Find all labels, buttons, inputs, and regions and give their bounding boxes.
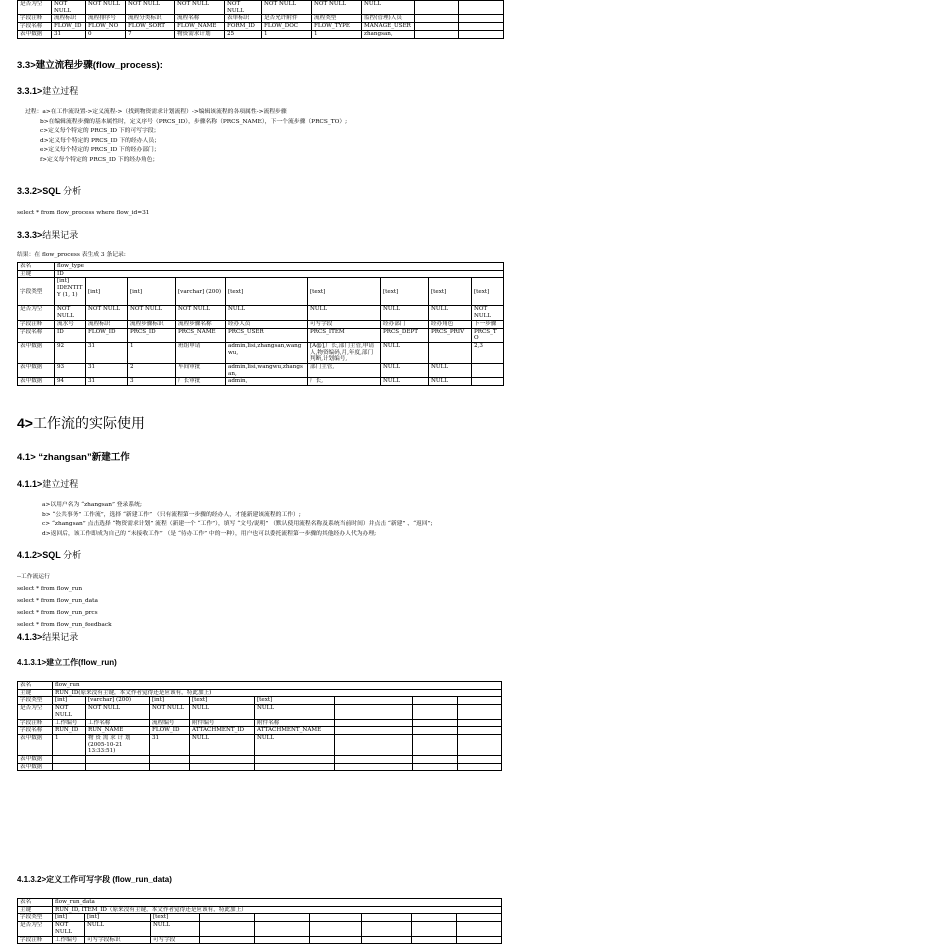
table-cell: [255, 756, 335, 764]
sql-line: select * from flow_run_data: [17, 598, 98, 604]
step-line: d>返回后，该工作即成为自己的 “未接收工作” （是 “待办工作” 中的一种），用户也可以委托流程第一步骤的其他经办人代为办理;: [42, 530, 377, 537]
table-row: [18, 705, 502, 719]
table-cell: [86, 763, 150, 771]
table-cell: [335, 756, 413, 764]
flow-process-table: [17, 262, 504, 386]
table-row: [18, 936, 502, 944]
table-cell: NOT NULL: [53, 705, 86, 719]
table-cell: [255, 922, 310, 936]
table-cell: NOT NULL: [53, 922, 85, 936]
sql-line: select * from flow_run_feedback: [17, 622, 112, 628]
table-cell: flow_run_data: [53, 899, 502, 907]
table-cell: [415, 1, 459, 15]
table-cell: FLOW_NAME: [175, 23, 225, 31]
table-cell: 表名: [18, 682, 53, 690]
table-cell: [335, 727, 413, 735]
step-line: b> “公共事务” 工作流”，选择 “新建工作” （只有流程第一步骤的经办人，才能新建该流程的工作）;: [42, 511, 301, 518]
table-cell: 流程标识: [86, 320, 128, 328]
table-cell: 工作编号: [53, 936, 85, 944]
table-cell: FLOW_ID: [150, 727, 190, 735]
table-cell: 93: [55, 364, 86, 378]
sql-statement: select * from flow_process where flow_id=31: [17, 210, 150, 216]
table-cell: [458, 734, 502, 755]
table-cell: 是否为空: [18, 306, 55, 320]
table-cell: [255, 936, 310, 944]
table-row: [18, 306, 504, 320]
table-cell: [int]: [53, 914, 85, 922]
table-cell: FLOW_SORT: [126, 23, 175, 31]
table-cell: 字段名称: [18, 727, 53, 735]
table-cell: FLOW_TYPE: [312, 23, 362, 31]
step-line: d>定义每个特定的 PRCS_ID 下的经办人员；: [40, 137, 160, 144]
table-cell: ID: [55, 328, 86, 342]
table-cell: [335, 719, 413, 727]
table-cell: [458, 705, 502, 719]
table-cell: [190, 763, 255, 771]
table-cell: [310, 914, 362, 922]
table-cell: [int] IDENTITY (1, 1): [55, 278, 86, 306]
table-cell: [413, 705, 458, 719]
section-4-1-heading: 4.1> “zhangsan”新建工作: [17, 452, 130, 463]
table-cell: 表名: [18, 899, 53, 907]
flow-run-data-table: [17, 898, 502, 944]
sql-block: [17, 571, 112, 631]
table-cell: NOT NULL: [86, 1, 126, 15]
table-cell: NOT NULL: [126, 1, 175, 15]
table-cell: NULL: [362, 1, 415, 15]
table-cell: flow_type: [55, 263, 504, 271]
table-row: [18, 364, 504, 378]
table-cell: 字段注释: [18, 936, 53, 944]
table-cell: 92: [55, 342, 86, 363]
table-cell: [335, 734, 413, 755]
table-cell: 流水号: [55, 320, 86, 328]
step-line: e>定义每个特定的 PRCS_ID 下的经办部门；: [40, 147, 160, 154]
table-cell: 附件编号: [190, 719, 255, 727]
table-cell: NOT NULL: [472, 306, 504, 320]
table-cell: 主键: [18, 270, 55, 278]
table-cell: ID: [55, 270, 504, 278]
table-cell: [457, 922, 502, 936]
step-line: c>定义每个特定的 PRCS_ID 下的可写字段；: [40, 128, 160, 135]
table-cell: [53, 763, 86, 771]
table-cell: [150, 763, 190, 771]
table-cell: [415, 30, 459, 38]
table-cell: [413, 756, 458, 764]
table-cell: 表中数据: [18, 756, 53, 764]
table-cell: 字段类型: [18, 697, 53, 705]
table-cell: 流程编号: [150, 719, 190, 727]
table-cell: [A@],厂长,部门主管,申请人,物资编码,月,年度,部门判断,计划编号,: [308, 342, 381, 363]
table-cell: 物 资 需 求 计 划 (2005-10-21 13:33:51): [86, 734, 150, 755]
table-cell: [412, 914, 457, 922]
table-cell: [310, 936, 362, 944]
table-cell: 31: [86, 378, 128, 386]
sql-line: --工作流运行: [17, 574, 50, 580]
table-cell: NOT NULL: [52, 1, 86, 15]
table-cell: [458, 697, 502, 705]
table-cell: NULL: [190, 734, 255, 755]
table-cell: [412, 922, 457, 936]
table-row: [18, 763, 502, 771]
table-cell: admin,: [226, 378, 308, 386]
table-cell: 监控(管理)人员: [362, 15, 415, 23]
flow-run-table: [17, 681, 502, 771]
table-cell: FORM_ID: [225, 23, 262, 31]
table-cell: [text]: [151, 914, 200, 922]
table-cell: 表中数据: [18, 763, 53, 771]
table-cell: [int]: [86, 278, 128, 306]
sql-line: select * from flow_run: [17, 586, 83, 592]
section-3-3-heading: 3.3>建立流程步骤(flow_process):: [17, 60, 163, 71]
table-row: [18, 328, 504, 342]
table-cell: [413, 734, 458, 755]
step-line: c> “zhangsan” 点击选择 “物资需求计划” 流程（新建一个 “工作”），填写 “文号/说明” （默认使用流程名称及系统当前时间）并点击 “新建” 、“返回”;: [42, 521, 433, 528]
table-cell: 字段注释: [18, 320, 55, 328]
table-row: [18, 697, 502, 705]
table-cell: [415, 15, 459, 23]
table-cell: [335, 697, 413, 705]
table-cell: 1: [262, 30, 312, 38]
table-cell: 经办角色: [429, 320, 472, 328]
table-cell: [200, 936, 255, 944]
table-cell: 1: [53, 734, 86, 755]
table-cell: [362, 914, 412, 922]
table-cell: [int]: [128, 278, 176, 306]
table-cell: 表中数据: [18, 734, 53, 755]
table-cell: RUN_ID, ITEM_ID（原来没有主键，本文作者觉得还是应该有，特此加上）: [53, 906, 502, 914]
table-cell: NOT NULL: [175, 1, 225, 15]
table-row: [18, 23, 504, 31]
table-cell: NULL: [429, 364, 472, 378]
table-row: [18, 922, 502, 936]
table-cell: NULL: [255, 734, 335, 755]
table-row: [18, 15, 504, 23]
table-cell: [457, 936, 502, 944]
table-cell: 表名: [18, 263, 55, 271]
flow-type-table: [17, 0, 504, 39]
table-cell: [415, 23, 459, 31]
table-cell: [text]: [190, 697, 255, 705]
table-cell: NULL: [429, 306, 472, 320]
table-cell: [458, 763, 502, 771]
table-cell: 是否为空: [18, 922, 53, 936]
table-row: [18, 320, 504, 328]
table-cell: [413, 763, 458, 771]
table-cell: NULL: [190, 705, 255, 719]
table-row: [18, 30, 504, 38]
table-cell: 94: [55, 378, 86, 386]
table-cell: 流程名称: [175, 15, 225, 23]
table-cell: PRCS_PRIV: [429, 328, 472, 342]
table-row: [18, 719, 502, 727]
table-cell: [459, 30, 504, 38]
table-cell: 字段注释: [18, 719, 53, 727]
table-cell: [190, 756, 255, 764]
table-cell: PRCS_ID: [128, 328, 176, 342]
table-row: [18, 1, 504, 15]
table-cell: 是否允许附件: [262, 15, 312, 23]
table-cell: [150, 756, 190, 764]
step-line: b>在编辑流程步骤的基本属性时，定义序号（PRCS_ID），步骤名称（PRCS_NAME），下一个流步骤（PRCS_TO）;: [40, 118, 348, 125]
table-cell: 厂长,: [308, 378, 381, 386]
table-cell: PRCS_NAME: [176, 328, 226, 342]
table-cell: [413, 727, 458, 735]
table-cell: NOT NULL: [312, 1, 362, 15]
table-cell: NOT NULL: [86, 306, 128, 320]
table-cell: [int]: [150, 697, 190, 705]
table-cell: NOT NULL: [150, 705, 190, 719]
table-cell: 流程标识: [52, 15, 86, 23]
table-cell: [458, 727, 502, 735]
table-cell: [362, 922, 412, 936]
table-cell: [int]: [85, 914, 151, 922]
table-cell: 下一步骤: [472, 320, 504, 328]
table-cell: 物资需求计划: [175, 30, 225, 38]
table-cell: [int]: [53, 697, 86, 705]
table-cell: 部门主管,: [308, 364, 381, 378]
table-cell: 31: [52, 30, 86, 38]
table-cell: PRCS_DEPT: [381, 328, 429, 342]
table-cell: FLOW_ID: [52, 23, 86, 31]
table-cell: admin,lisi,wangwu,zhangsan,: [226, 364, 308, 378]
table-cell: FLOW_ID: [86, 328, 128, 342]
table-cell: NOT NULL: [262, 1, 312, 15]
table-cell: 1: [312, 30, 362, 38]
table-cell: NULL: [381, 342, 429, 363]
table-cell: 可写字段: [308, 320, 381, 328]
table-cell: 表中数据: [18, 378, 55, 386]
table-cell: NOT NULL: [86, 705, 150, 719]
table-cell: NULL: [381, 306, 429, 320]
table-cell: [255, 763, 335, 771]
table-cell: [459, 1, 504, 15]
table-cell: 0: [86, 30, 126, 38]
section-4-1-1-heading: 4.1.1>建立过程: [17, 479, 79, 490]
table-cell: RUN_NAME: [86, 727, 150, 735]
table-cell: NOT NULL: [55, 306, 86, 320]
table-cell: 班组申请: [176, 342, 226, 363]
table-cell: [text]: [226, 278, 308, 306]
table-cell: [413, 697, 458, 705]
table-cell: 经办部门: [381, 320, 429, 328]
table-cell: PRCS_ITEM: [308, 328, 381, 342]
table-cell: 31: [150, 734, 190, 755]
table-cell: 车间审批: [176, 364, 226, 378]
table-cell: 是否为空: [18, 705, 53, 719]
table-cell: 表中数据: [18, 30, 52, 38]
step-line: a>以用户名为 “zhangsan” 登录系统;: [42, 502, 142, 508]
section-3-3-1-heading: 3.3.1>建立过程: [17, 86, 79, 97]
table-cell: 字段名称: [18, 328, 55, 342]
table-cell: 25: [225, 30, 262, 38]
table-cell: PRCS_USER: [226, 328, 308, 342]
table-cell: 厂长审批: [176, 378, 226, 386]
section-4-1-3-2-heading: 4.1.3.2>定义工作可写字段 (flow_run_data): [17, 875, 172, 884]
table-cell: [text]: [381, 278, 429, 306]
table-cell: 工作名称: [86, 719, 150, 727]
table-cell: 附件名称: [255, 719, 335, 727]
table-cell: 可写字段: [151, 936, 200, 944]
section-3-3-1-steps: [25, 108, 625, 166]
table-cell: 流程类型: [312, 15, 362, 23]
table-cell: zhangsan,: [362, 30, 415, 38]
table-cell: FLOW_NO: [86, 23, 126, 31]
table-row: [18, 727, 502, 735]
table-cell: [413, 719, 458, 727]
table-cell: [472, 378, 504, 386]
table-cell: FLOW_DOC: [262, 23, 312, 31]
table-cell: [458, 719, 502, 727]
table-cell: 字段注释: [18, 15, 52, 23]
table-cell: NULL: [381, 364, 429, 378]
table-cell: 流程分类标识: [126, 15, 175, 23]
table-cell: 2,3: [472, 342, 504, 363]
table-cell: ATTACHMENT_NAME: [255, 727, 335, 735]
table-cell: 表中数据: [18, 342, 55, 363]
table-cell: 1: [128, 342, 176, 363]
table-cell: 7: [126, 30, 175, 38]
table-cell: [varchar] (200): [86, 697, 150, 705]
section-4-1-3-1-heading: 4.1.3.1>建立工作(flow_run): [17, 658, 117, 667]
table-row: [18, 342, 504, 363]
table-cell: RUN_ID(原来没有主键，本文作者觉得还是应该有，特此加上): [53, 689, 502, 697]
table-cell: NULL: [151, 922, 200, 936]
table-cell: [412, 936, 457, 944]
table-row: [18, 914, 502, 922]
table-cell: [86, 756, 150, 764]
table-cell: NULL: [226, 306, 308, 320]
table-cell: 经办人员: [226, 320, 308, 328]
table-cell: 31: [86, 342, 128, 363]
section-3-3-2-heading: 3.3.2>SQL 分析: [17, 186, 82, 197]
section-4-1-1-steps: [42, 501, 742, 539]
table-cell: [text]: [472, 278, 504, 306]
table-cell: admin,lisi,zhangsan,wangwu,: [226, 342, 308, 363]
table-cell: 流程步骤标识: [128, 320, 176, 328]
table-cell: [255, 914, 310, 922]
table-cell: [429, 342, 472, 363]
table-cell: [200, 914, 255, 922]
table-cell: PRCS_TO: [472, 328, 504, 342]
section-4-1-3-heading: 4.1.3>结果记录: [17, 632, 79, 643]
section-4-1-2-heading: 4.1.2>SQL 分析: [17, 550, 82, 561]
table-cell: RUN_ID: [53, 727, 86, 735]
table-cell: MANAGE_USER: [362, 23, 415, 31]
table-cell: NULL: [429, 378, 472, 386]
table-cell: [text]: [255, 697, 335, 705]
table-cell: [335, 763, 413, 771]
sql-line: select * from flow_run_prcs: [17, 610, 98, 616]
table-cell: NOT NULL: [176, 306, 226, 320]
table-cell: 流程排序号: [86, 15, 126, 23]
table-cell: [459, 15, 504, 23]
result-note: 结果：在 flow_process 表生成 3 条记录:: [17, 252, 126, 258]
table-cell: ATTACHMENT_ID: [190, 727, 255, 735]
table-cell: [310, 922, 362, 936]
section-3-3-3-heading: 3.3.3>结果记录: [17, 230, 79, 241]
table-cell: [varchar] (200): [176, 278, 226, 306]
table-cell: [458, 756, 502, 764]
table-cell: [459, 23, 504, 31]
table-cell: [200, 922, 255, 936]
table-cell: [text]: [308, 278, 381, 306]
table-cell: [53, 756, 86, 764]
table-cell: 可写字段标识: [85, 936, 151, 944]
step-line: f>定义每个特定的 PRCS_ID 下的经办角色；: [40, 156, 159, 163]
table-cell: NULL: [381, 378, 429, 386]
table-cell: 2: [128, 364, 176, 378]
table-cell: NOT NULL: [225, 1, 262, 15]
table-cell: 表中数据: [18, 364, 55, 378]
table-cell: 表单标识: [225, 15, 262, 23]
table-cell: 字段类型: [18, 914, 53, 922]
table-cell: flow_run: [53, 682, 502, 690]
table-cell: NULL: [85, 922, 151, 936]
table-row: [18, 756, 502, 764]
table-cell: 是否为空: [18, 1, 52, 15]
step-line: 过程：a>在工作流设置->定义流程->（找到物资需求计划流程）->编辑该流程的各项属性->流程步骤: [25, 109, 287, 115]
table-cell: 字段类型: [18, 278, 55, 306]
table-row: [18, 734, 502, 755]
table-row: [18, 378, 504, 386]
table-cell: 工作编号: [53, 719, 86, 727]
table-cell: 3: [128, 378, 176, 386]
table-cell: [457, 914, 502, 922]
table-cell: [335, 705, 413, 719]
table-cell: 流程步骤名称: [176, 320, 226, 328]
table-cell: [text]: [429, 278, 472, 306]
table-cell: [472, 364, 504, 378]
section-4-heading: 4>工作流的实际使用: [17, 415, 145, 432]
table-cell: NULL: [308, 306, 381, 320]
table-cell: 31: [86, 364, 128, 378]
table-cell: NOT NULL: [128, 306, 176, 320]
table-cell: 字段名称: [18, 23, 52, 31]
table-cell: 主键: [18, 906, 53, 914]
table-cell: [362, 936, 412, 944]
table-cell: NULL: [255, 705, 335, 719]
table-cell: 主键: [18, 689, 53, 697]
